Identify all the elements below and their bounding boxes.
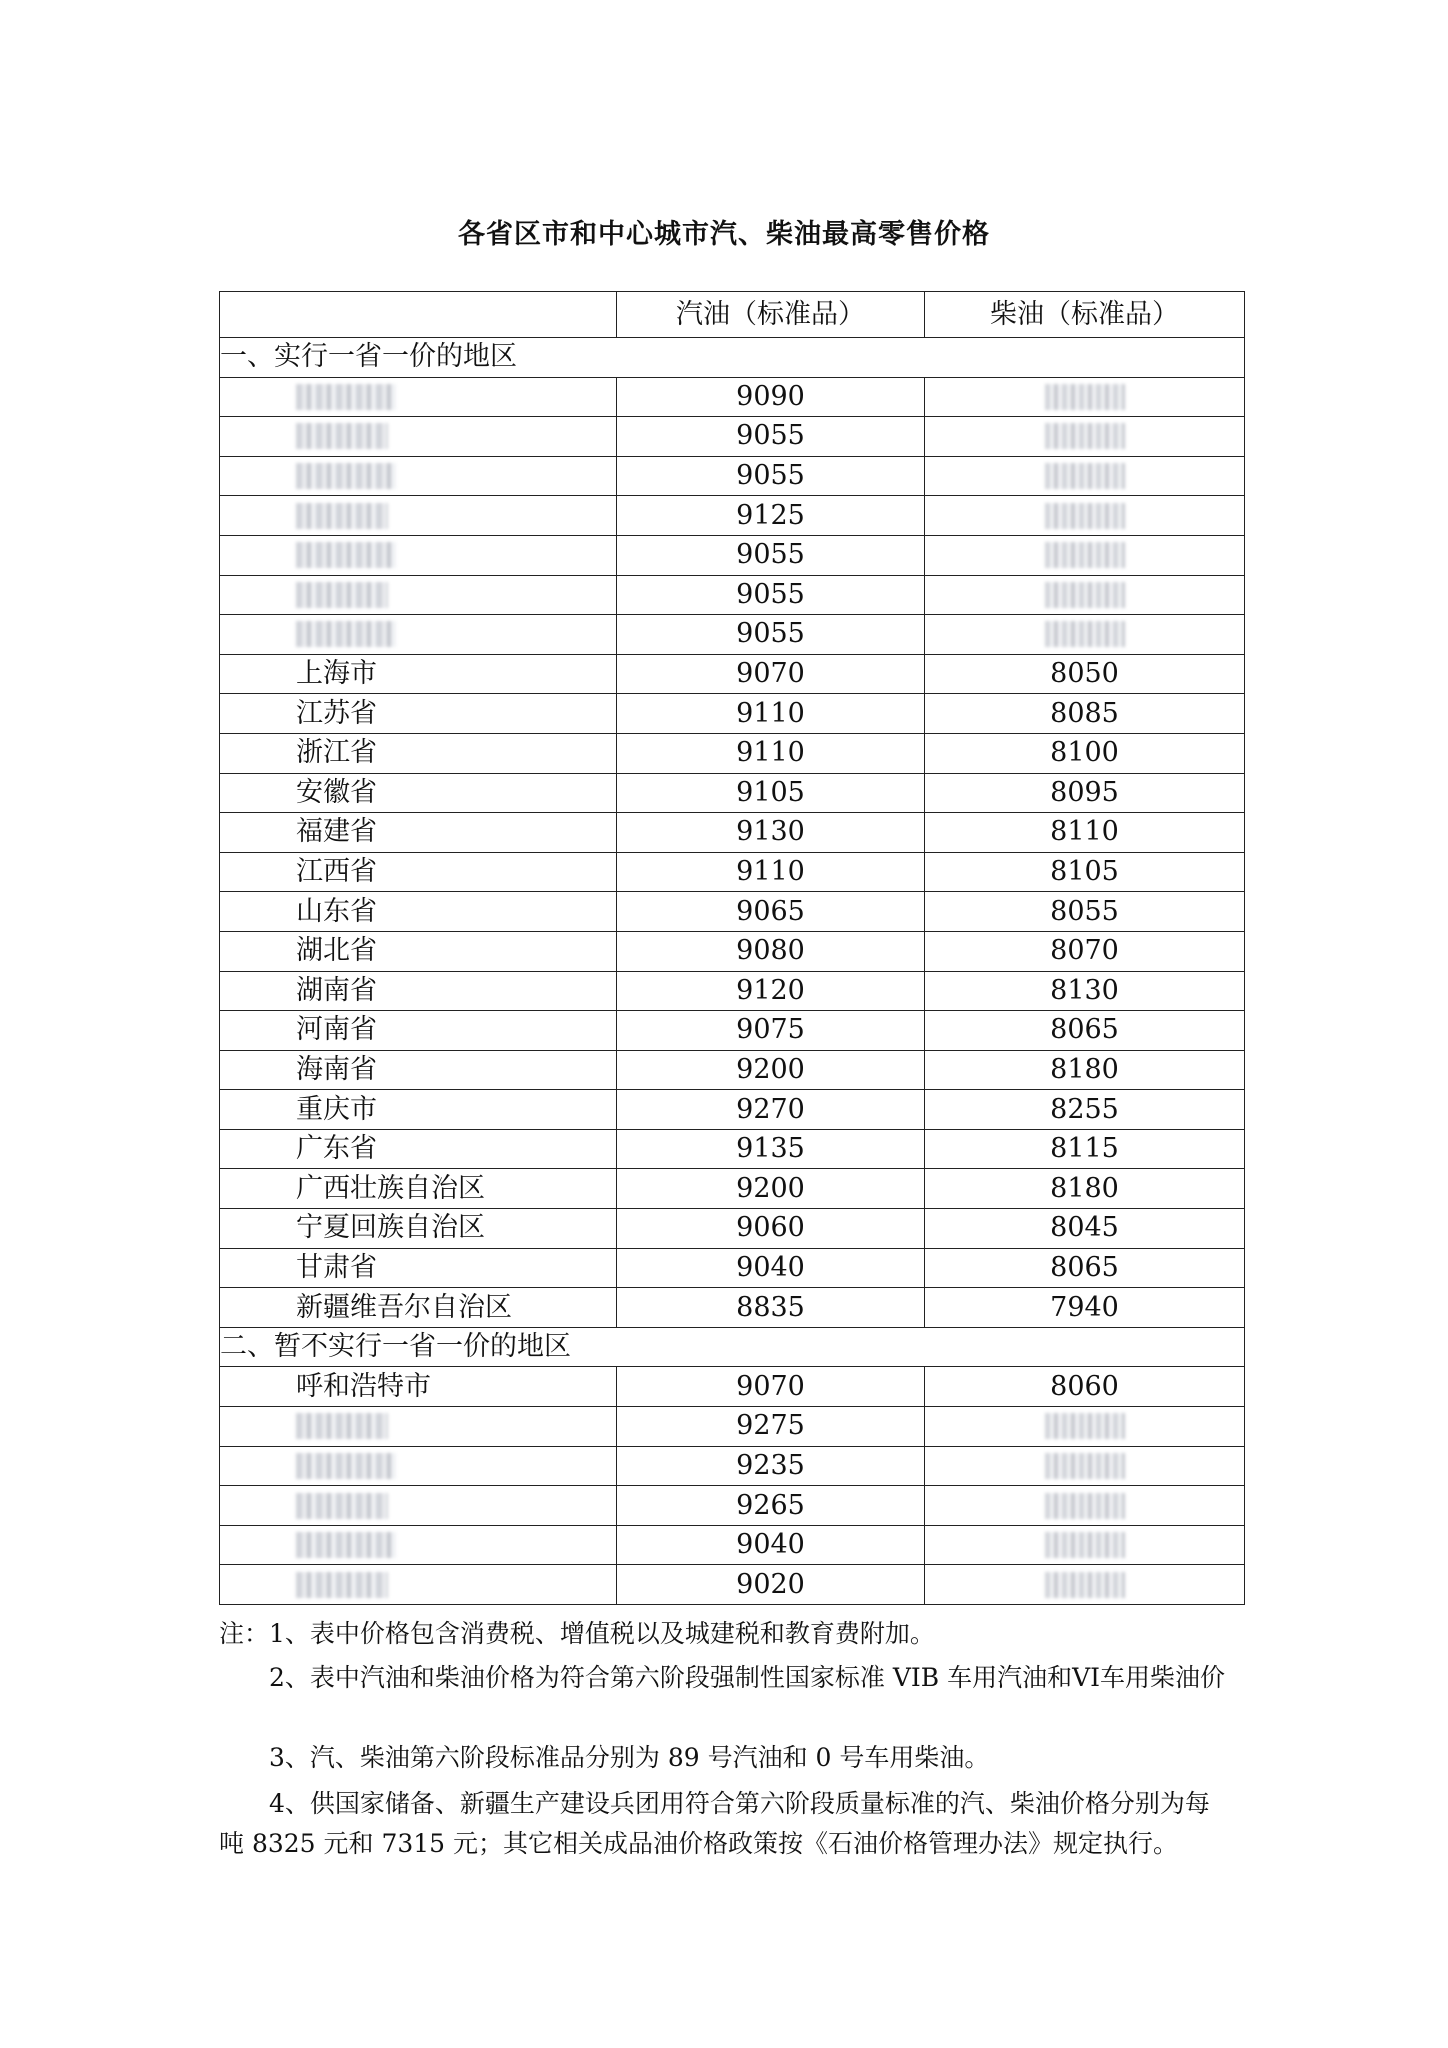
gasoline-price-cell: 9020 [617,1565,925,1605]
table-row [220,1367,1245,1407]
section-1-row [220,338,1245,378]
redacted-price [1045,582,1125,608]
region-name-cell [220,456,617,496]
table-row [220,1011,1245,1051]
gasoline-price-cell: 9110 [617,694,925,734]
table-row [220,733,1245,773]
region-name-cell [220,535,617,575]
table-row [220,971,1245,1011]
diesel-price-cell: 8110 [925,813,1245,853]
region-name-cell: 安徽省 [220,773,617,813]
region-name-cell [220,1565,617,1605]
gasoline-price-cell: 9200 [617,1050,925,1090]
redacted-price [1045,384,1125,410]
region-name-cell [220,1407,617,1447]
section-2-row [220,1327,1245,1367]
region-name-cell: 呼和浩特市 [220,1367,617,1407]
gasoline-price-cell: 9065 [617,892,925,932]
table-row [220,535,1245,575]
table-row [220,1129,1245,1169]
region-name-cell: 江苏省 [220,694,617,734]
diesel-price-cell: 8085 [925,694,1245,734]
diesel-price-cell: 8095 [925,773,1245,813]
redacted-price [1045,1453,1125,1479]
region-name-cell [220,1446,617,1486]
gasoline-price-cell: 9105 [617,773,925,813]
table-row [220,1209,1245,1249]
table-row [220,654,1245,694]
table-row [220,852,1245,892]
region-name-cell: 上海市 [220,654,617,694]
table-header-row [220,292,1245,338]
table-row [220,1407,1245,1447]
region-name-cell: 浙江省 [220,733,617,773]
redacted-region-name [296,503,388,529]
diesel-price-cell: 8070 [925,931,1245,971]
gasoline-price-cell: 8835 [617,1288,925,1328]
redacted-region-name [296,582,388,608]
redacted-region-name [296,463,396,489]
gasoline-price-cell: 9235 [617,1446,925,1486]
diesel-price-cell: 8065 [925,1011,1245,1051]
region-name-cell [220,575,617,615]
table-row [220,892,1245,932]
diesel-price-cell: 8055 [925,892,1245,932]
table-row [220,377,1245,417]
redacted-price [1045,1493,1125,1519]
region-name-cell: 山东省 [220,892,617,932]
redacted-price [1045,463,1125,489]
region-name-cell: 湖南省 [220,971,617,1011]
table-row [220,456,1245,496]
gasoline-price-cell: 9040 [617,1525,925,1565]
gasoline-price-cell: 9055 [617,535,925,575]
table-row [220,1565,1245,1605]
diesel-price-cell: 8105 [925,852,1245,892]
diesel-price-cell: 8100 [925,733,1245,773]
gasoline-price-cell: 9125 [617,496,925,536]
diesel-price-cell [925,575,1245,615]
table-row [220,575,1245,615]
header-gasoline: 汽油（标准品） [617,292,925,338]
redacted-price [1045,423,1125,449]
diesel-price-cell: 7940 [925,1288,1245,1328]
table-row [220,931,1245,971]
section-2-row-label: 二、暂不实行一省一价的地区 [220,1327,1245,1367]
table-row [220,1446,1245,1486]
gasoline-price-cell: 9040 [617,1248,925,1288]
gasoline-price-cell: 9075 [617,1011,925,1051]
gasoline-price-cell: 9055 [617,417,925,457]
diesel-price-cell: 8180 [925,1050,1245,1090]
region-name-cell: 河南省 [220,1011,617,1051]
note-3: 3、汽、柴油第六阶段标准品分别为 89 号汽油和 0 号车用柴油。 [269,1743,990,1772]
gasoline-price-cell: 9070 [617,1367,925,1407]
redacted-price [1045,1572,1125,1598]
diesel-price-cell [925,456,1245,496]
redacted-price [1045,542,1125,568]
table-row [220,1050,1245,1090]
table-row [220,496,1245,536]
diesel-price-cell [925,615,1245,655]
table-row [220,694,1245,734]
region-name-cell: 宁夏回族自治区 [220,1209,617,1249]
table-row [220,1525,1245,1565]
diesel-price-cell: 8065 [925,1248,1245,1288]
gasoline-price-cell: 9055 [617,575,925,615]
diesel-price-cell [925,1565,1245,1605]
redacted-price [1045,621,1125,647]
gasoline-price-cell: 9055 [617,456,925,496]
table-row [220,1169,1245,1209]
redacted-region-name [296,621,396,647]
gasoline-price-cell: 9275 [617,1407,925,1447]
redacted-region-name [296,1453,396,1479]
redacted-price [1045,503,1125,529]
diesel-price-cell [925,417,1245,457]
price-table [219,291,1245,1605]
redacted-price [1045,1413,1125,1439]
table-row [220,615,1245,655]
gasoline-price-cell: 9055 [617,615,925,655]
diesel-price-cell: 8060 [925,1367,1245,1407]
gasoline-price-cell: 9090 [617,377,925,417]
redacted-region-name [296,1572,388,1598]
header-region [220,292,617,338]
table-row [220,1486,1245,1526]
region-name-cell: 重庆市 [220,1090,617,1130]
region-name-cell: 新疆维吾尔自治区 [220,1288,617,1328]
region-name-cell: 广东省 [220,1129,617,1169]
region-name-cell: 广西壮族自治区 [220,1169,617,1209]
diesel-price-cell [925,1486,1245,1526]
gasoline-price-cell: 9110 [617,733,925,773]
region-name-cell [220,496,617,536]
table-row [220,1090,1245,1130]
gasoline-price-cell: 9135 [617,1129,925,1169]
gasoline-price-cell: 9130 [617,813,925,853]
gasoline-price-cell: 9265 [617,1486,925,1526]
redacted-region-name [296,1493,388,1519]
gasoline-price-cell: 9200 [617,1169,925,1209]
region-name-cell [220,1525,617,1565]
redacted-region-name [296,1532,396,1558]
diesel-price-cell: 8180 [925,1169,1245,1209]
table-row [220,417,1245,457]
region-name-cell: 江西省 [220,852,617,892]
region-name-cell: 福建省 [220,813,617,853]
header-diesel: 柴油（标准品） [925,292,1245,338]
gasoline-price-cell: 9270 [617,1090,925,1130]
redacted-region-name [296,1413,388,1439]
gasoline-price-cell: 9120 [617,971,925,1011]
gasoline-price-cell: 9110 [617,852,925,892]
diesel-price-cell [925,377,1245,417]
table-row [220,1288,1245,1328]
table-row [220,813,1245,853]
diesel-price-cell: 8255 [925,1090,1245,1130]
redacted-region-name [296,423,388,449]
diesel-price-cell [925,1446,1245,1486]
diesel-price-cell [925,496,1245,536]
diesel-price-cell: 8130 [925,971,1245,1011]
region-name-cell [220,1486,617,1526]
diesel-price-cell: 8050 [925,654,1245,694]
table-row [220,1248,1245,1288]
region-name-cell [220,377,617,417]
region-name-cell: 甘肃省 [220,1248,617,1288]
diesel-price-cell [925,1525,1245,1565]
note-1: 注：1、表中价格包含消费税、增值税以及城建税和教育费附加。 [219,1619,935,1648]
note-2: 2、表中汽油和柴油价格为符合第六阶段强制性国家标准 VIB 车用汽油和VI车用柴油价 [269,1663,1226,1692]
table-row [220,773,1245,813]
page-title: 各省区市和中心城市汽、柴油最高零售价格 [458,219,990,250]
region-name-cell [220,417,617,457]
redacted-region-name [296,384,396,410]
redacted-region-name [296,542,396,568]
note-4-continued: 吨 8325 元和 7315 元；其它相关成品油价格政策按《石油价格管理办法》规定执行。 [219,1829,1179,1858]
diesel-price-cell [925,535,1245,575]
note-4: 4、供国家储备、新疆生产建设兵团用符合第六阶段质量标准的汽、柴油价格分别为每 [269,1789,1210,1818]
price-table-body [220,292,1245,1605]
gasoline-price-cell: 9080 [617,931,925,971]
gasoline-price-cell: 9070 [617,654,925,694]
gasoline-price-cell: 9060 [617,1209,925,1249]
diesel-price-cell [925,1407,1245,1447]
redacted-price [1045,1532,1125,1558]
region-name-cell: 海南省 [220,1050,617,1090]
section-1-row-label: 一、实行一省一价的地区 [220,338,1245,378]
diesel-price-cell: 8045 [925,1209,1245,1249]
region-name-cell [220,615,617,655]
diesel-price-cell: 8115 [925,1129,1245,1169]
region-name-cell: 湖北省 [220,931,617,971]
